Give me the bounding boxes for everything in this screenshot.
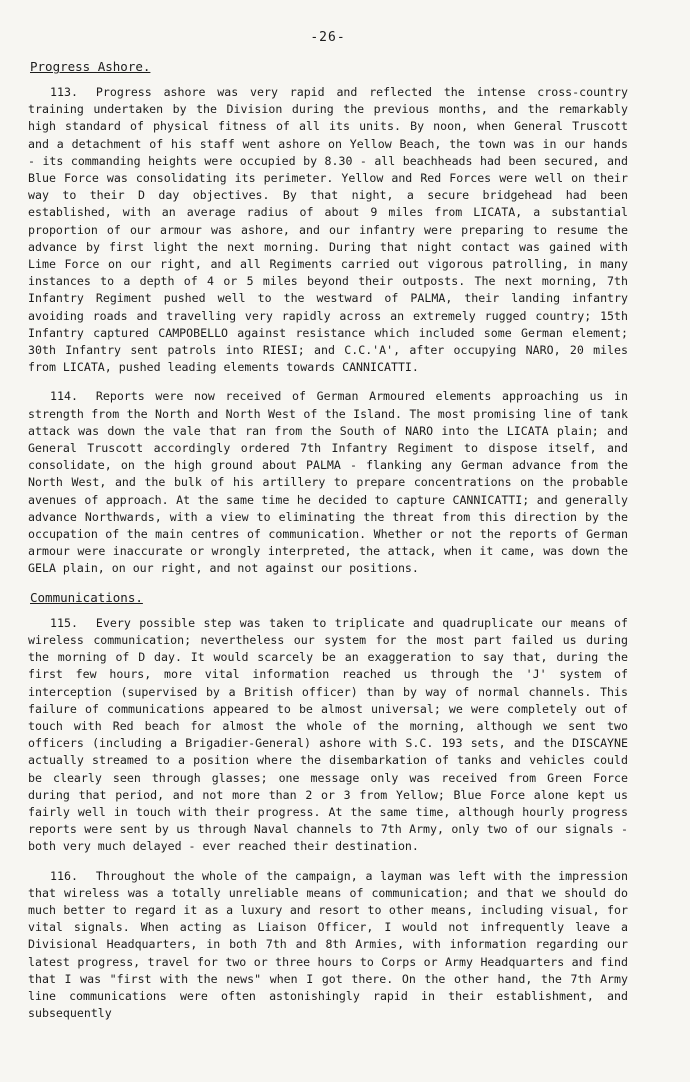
paragraph-text: Progress ashore was very rapid and reflected the intense cross-country training undertaken by the Division during the previous months, and the remarkably high standard of physical fitness of all its units. By noon, when General Truscott and a detachment of his staff went ashore on Yellow Beach, the town was in our hands - its commanding heights were occupied by 8.30 - all beachheads had been secured, and Blue Force was consolidating its perimeter. Yellow and Red Forces were well on their way to their D day objectives. By that night, a secure bridgehead had been established, with an average radius of about 9 miles from LICATA, a substantial proportion of our armour was ashore, and our infantry were preparing to resume the advance by first light the next morning. During that night contact was gained with Lime Force on our right, and all Regiments carried out vigorous patrolling, in many instances to a depth of 4 or 5 miles beyond their outposts. The next morning, 7th Infantry Regiment pushed well to the westward of PALMA, their landing infantry avoiding roads and travelling very rapidly across an extremely rugged country; 15th Infantry captured CAMPOBELLO against resistance which included some German element; 30th Infantry sent patrols into RIESI; and C.C.'A', after occupying NARO, 20 miles from LICATA, pushed leading elements towards CANNICATTI. xyxy=(28,85,628,375)
paragraph-113 xyxy=(28,84,628,376)
section-progress-ashore xyxy=(28,59,628,578)
section-heading: Communications. xyxy=(30,589,143,605)
paragraph-number: 116. xyxy=(50,868,78,883)
paragraph-text: Every possible step was taken to triplicate and quadruplicate our means of wireless communication; nevertheless our system for the most part failed us during the morning of D day. It would scarcely be an exaggeration to say that, during the first few hours, more vital information reached us through the 'J' system of interception (supervised by a British officer) than by way of normal channels. This failure of communications appeared to be almost universal; we were completely out of touch with Red beach for almost the whole of the morning, although we sent two officers (including a Brigadier-General) ashore with S.C. 193 sets, and the DISCAYNE actually streamed to a position where the disembarkation of tanks and vehicles could be clearly seen through glasses; one message only was received from Green Force during that period, and not more than 2 or 3 from Yellow; Blue Force alone kept us fairly well in touch with their progress. At the same time, although hourly progress reports were sent by us through Naval channels to 7th Army, only two of our signals - both very much delayed - ever reached their destination. xyxy=(28,615,628,854)
paragraph-text: Reports were now received of German Armoured elements approaching us in strength from the North and North West of the Island. The most promising line of tank attack was down the vale that ran from the South of NARO into the LICATA plain; and General Truscott accordingly ordered 7th Infantry Regiment to dispose itself, and consolidate, on the high ground about PALMA - flanking any German advance from the North West, and the bulk of his artillery to prepare concentrations on the probable avenues of approach. At the same time he decided to capture CANNICATTI; and generally advance Northwards, with a view to eliminating the threat from this direction by the occupation of the main centres of communication. Whether or not the reports of German armour were inaccurate or wrongly interpreted, the attack, when it came, was down the GELA plain, on our right, and not against our positions. xyxy=(28,389,628,576)
paragraph-text: Throughout the whole of the campaign, a layman was left with the impression that wireless was a totally unreliable means of communication; and that we should do much better to regard it as a luxury and resort to other means, including visual, for vital signals. When acting as Liaison Officer, I would not infrequently leave a Divisional Headquarters, in both 7th and 8th Armies, with information regarding our latest progress, travel for two or three hours to Corps or Army Headquarters and find that I was "first with the news" when I got there. On the other hand, the 7th Army line communications were often astonishingly rapid in their establishment, and subsequently xyxy=(28,868,628,1021)
paragraph-number: 113. xyxy=(50,85,78,99)
paragraph-114 xyxy=(28,388,628,577)
section-communications xyxy=(28,590,628,1023)
paragraph-116 xyxy=(28,868,628,1023)
paragraph-115 xyxy=(28,615,628,856)
paragraph-number: 115. xyxy=(50,615,78,630)
section-heading: Progress Ashore. xyxy=(30,59,151,74)
paragraph-number: 114. xyxy=(50,389,78,404)
page-number: -26- xyxy=(310,30,346,45)
